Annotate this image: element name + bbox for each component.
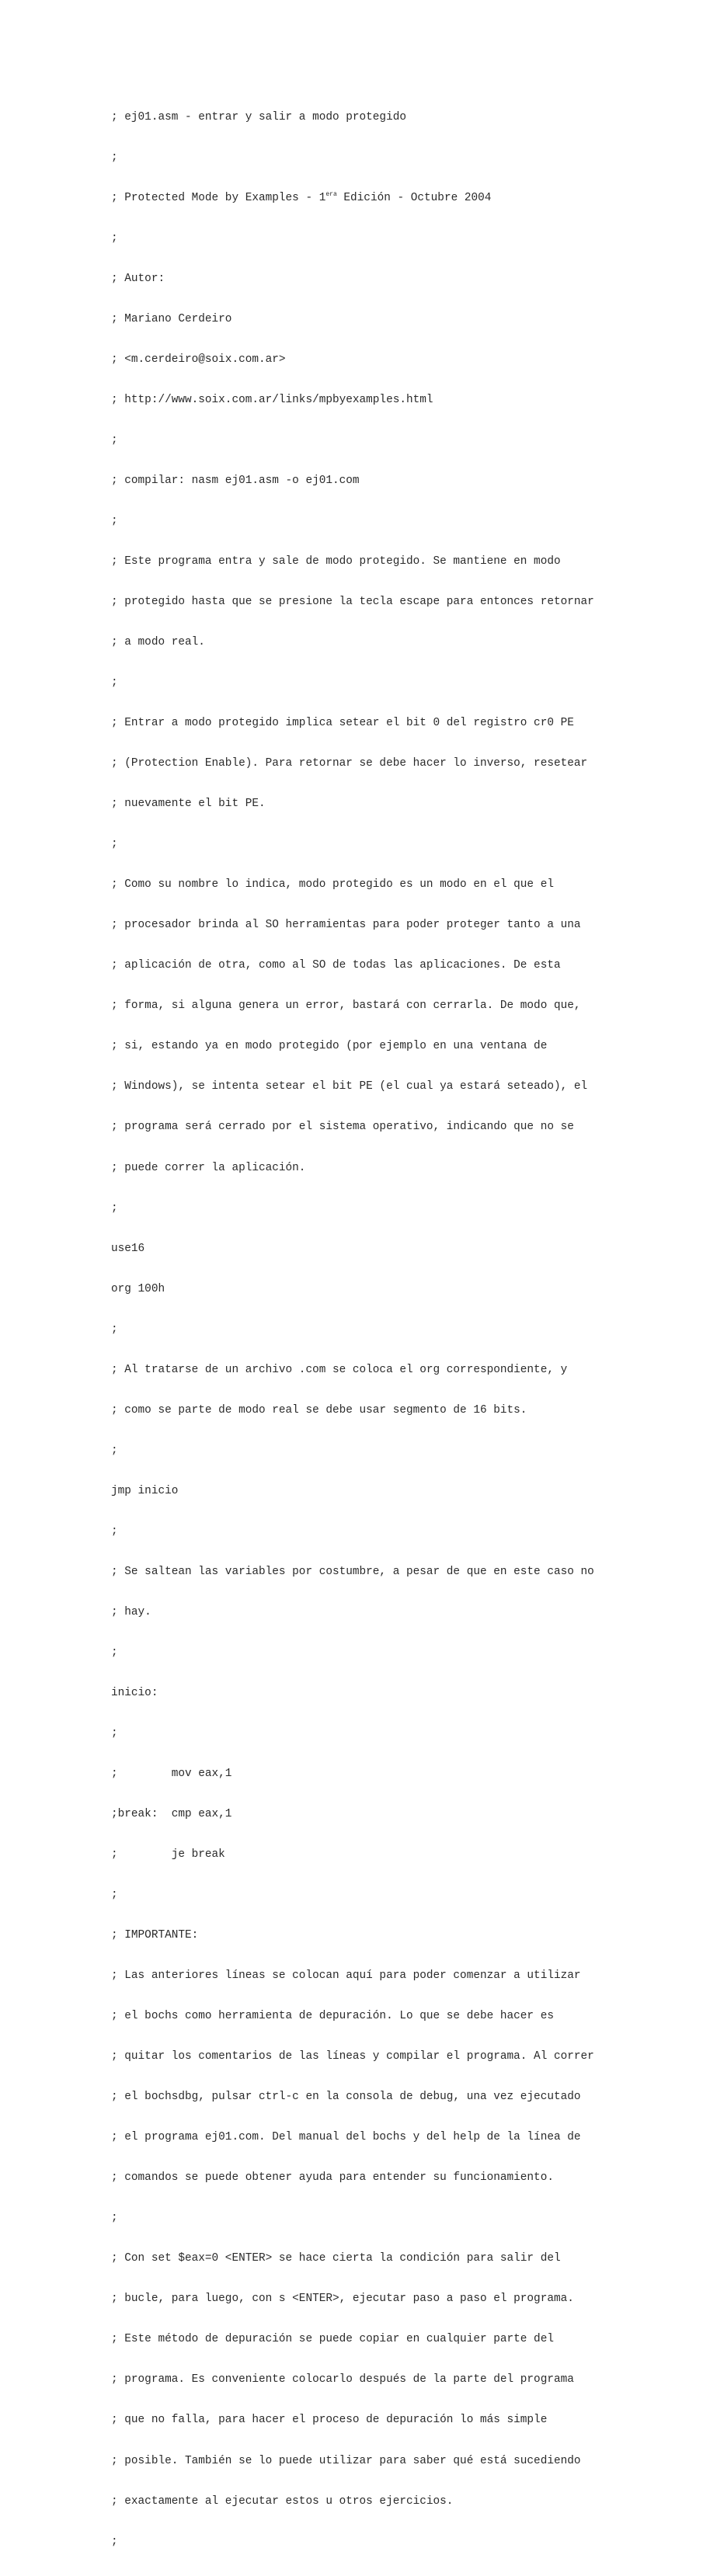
code-line: ; Mariano Cerdeiro xyxy=(111,312,232,325)
code-line: ; Autor: xyxy=(111,272,165,285)
code-line: org 100h xyxy=(111,1282,165,1295)
code-line: ; protegido hasta que se presione la tecla escape para entonces retornar xyxy=(111,596,594,609)
code-line: ; nuevamente el bit PE. xyxy=(111,798,266,811)
code-line: ; xyxy=(111,433,118,447)
code-line: ; programa. Es conveniente colocarlo después de la parte del programa xyxy=(111,2373,574,2387)
code-line: ; mov eax,1 xyxy=(111,1767,232,1780)
code-line: ; ej01.asm - entrar y salir a modo protegido xyxy=(111,110,406,123)
code-line: ; xyxy=(111,231,118,245)
code-line: ; Al tratarse de un archivo .com se coloca el org correspondiente, y xyxy=(111,1363,568,1376)
code-line: ; comandos se puede obtener ayuda para entender su funcionamiento. xyxy=(111,2171,554,2185)
code-line-edition: ; Protected Mode by Examples - $1^{era}$ Edición - Octubre 2004 xyxy=(111,190,492,204)
code-line: ; puede correr la aplicación. xyxy=(111,1161,306,1174)
code-line: ; xyxy=(111,2212,118,2225)
code-line: ; xyxy=(111,1889,118,1902)
code-line: ; xyxy=(111,838,118,851)
code-line: ; Como su nombre lo indica, modo protegido es un modo en el que el xyxy=(111,878,554,892)
code-line: ; compilar: nasm ej01.asm -o ej01.com xyxy=(111,474,360,487)
code-line: ; xyxy=(111,1201,118,1215)
code-line: ; exactamente al ejecutar estos u otros ejercicios. xyxy=(111,2494,454,2508)
code-line: ; xyxy=(111,1323,118,1336)
ordinal-superscript: era xyxy=(325,190,337,198)
code-line: ; a modo real. xyxy=(111,636,205,649)
code-line: inicio: xyxy=(111,1686,158,1699)
code-line: ; xyxy=(111,1444,118,1457)
code-line: ; Entrar a modo protegido implica setear el bit 0 del registro cr0 PE xyxy=(111,717,574,730)
code-line: ; posible. También se lo puede utilizar para saber qué está sucediendo xyxy=(111,2454,581,2467)
code-line: ; el bochs como herramienta de depuración. Lo que se debe hacer es xyxy=(111,2010,554,2023)
code-line: ; hay. xyxy=(111,1605,151,1618)
code-line: ; xyxy=(111,1646,118,1659)
code-line: ; xyxy=(111,515,118,527)
code-line: ; Las anteriores líneas se colocan aquí para poder comenzar a utilizar xyxy=(111,1969,581,1983)
code-line: ; bucle, para luego, con s <ENTER>, ejecutar paso a paso el programa. xyxy=(111,2293,574,2306)
assembly-source-listing xyxy=(111,84,686,2576)
code-line: ; http://www.soix.com.ar/links/mpbyexamples.html xyxy=(111,393,433,406)
code-line: use16 xyxy=(111,1242,145,1255)
code-line: ; Este programa entra y sale de modo protegido. Se mantiene en modo xyxy=(111,555,561,568)
code-line: ; programa será cerrado por el sistema operativo, indicando que no se xyxy=(111,1121,574,1134)
code-line: ; procesador brinda al SO herramientas para poder proteger tanto a una xyxy=(111,919,581,932)
code-line: ; el bochsdbg, pulsar ctrl-c en la consola de debug, una vez ejecutado xyxy=(111,2091,581,2104)
code-line: ; xyxy=(111,676,118,690)
code-line: ; xyxy=(111,2535,118,2548)
code-line: ; quitar los comentarios de las líneas y compilar el programa. Al correr xyxy=(111,2050,594,2063)
code-line: ; como se parte de modo real se debe usar segmento de 16 bits. xyxy=(111,1403,527,1417)
code-line: ; el programa ej01.com. Del manual del bochs y del help de la línea de xyxy=(111,2131,581,2144)
code-line: ; (Protection Enable). Para retornar se debe hacer lo inverso, resetear xyxy=(111,757,588,770)
code-line: ; Este método de depuración se puede copiar en cualquier parte del xyxy=(111,2333,554,2346)
code-line: ; Se saltean las variables por costumbre, a pesar de que en este caso no xyxy=(111,1565,594,1578)
code-line: ; xyxy=(111,1726,118,1740)
code-line: ; xyxy=(111,1524,118,1538)
code-line: ; forma, si alguna genera un error, bastará con cerrarla. De modo que, xyxy=(111,999,581,1013)
code-line: jmp inicio xyxy=(111,1484,179,1497)
code-line: ; si, estando ya en modo protegido (por ejemplo en una ventana de xyxy=(111,1040,548,1053)
code-line: ; que no falla, para hacer el proceso de depuración lo más simple xyxy=(111,2414,548,2427)
code-line: ; Windows), se intenta setear el bit PE (el cual ya estará seteado), el xyxy=(111,1080,588,1093)
code-line: ; Con set $eax=0 <ENTER> se hace cierta la condición para salir del xyxy=(111,2252,561,2265)
code-line: ; IMPORTANTE: xyxy=(111,1929,199,1942)
code-line: ; xyxy=(111,151,118,164)
code-line: ; <m.cerdeiro@soix.com.ar> xyxy=(111,353,286,366)
code-line: ; je break xyxy=(111,1848,225,1862)
code-line: ; aplicación de otra, como al SO de todas las aplicaciones. De esta xyxy=(111,959,561,972)
code-line: ;break: cmp eax,1 xyxy=(111,1808,232,1820)
